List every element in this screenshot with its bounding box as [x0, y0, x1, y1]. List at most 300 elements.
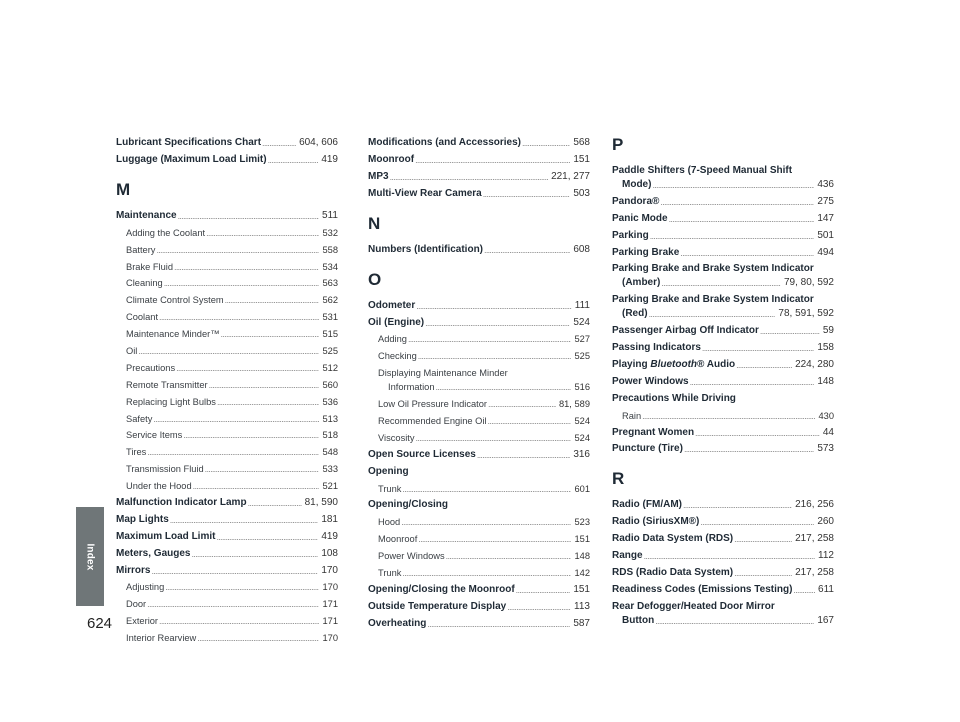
- leader-dots: [661, 276, 781, 290]
- page-reference[interactable]: 608: [573, 243, 590, 255]
- page-reference[interactable]: 260: [817, 516, 834, 528]
- page-reference[interactable]: 524: [574, 416, 590, 427]
- index-entry[interactable]: [612, 195, 834, 209]
- entry-line: [612, 442, 834, 456]
- entry-line: [126, 462, 338, 476]
- entry-label: Parking Brake and Brake System Indicator: [612, 294, 814, 306]
- page-reference[interactable]: 494: [817, 246, 834, 258]
- index-subentry[interactable]: [116, 631, 338, 645]
- entry-label: Malfunction Indicator Lamp: [116, 497, 247, 509]
- page-reference[interactable]: 142: [574, 568, 590, 579]
- entry-line-continued: [612, 276, 834, 290]
- index-entry[interactable]: [612, 246, 834, 260]
- entry-label: Replacing Light Bulbs: [126, 396, 216, 407]
- page-reference[interactable]: 516: [574, 382, 590, 393]
- index-entry[interactable]: [612, 549, 834, 563]
- entry-line: [378, 414, 590, 428]
- entry-line: [612, 549, 834, 563]
- leader-dots: [415, 153, 570, 167]
- page-reference[interactable]: 167: [817, 614, 834, 626]
- index-subentry[interactable]: [116, 412, 338, 426]
- entry-line: [368, 465, 590, 479]
- entry-label: Viscosity: [378, 432, 415, 443]
- entry-label-continued: Information: [388, 382, 435, 393]
- leader-dots: [401, 515, 571, 529]
- leader-dots: [165, 580, 319, 594]
- page-reference[interactable]: 531: [322, 312, 338, 323]
- entry-label: Parking: [612, 229, 649, 241]
- index-letter-heading: N: [368, 213, 381, 233]
- entry-line: [612, 195, 834, 209]
- entry-line: [126, 310, 338, 324]
- entry-line: [612, 426, 834, 440]
- index-subentry[interactable]: [368, 482, 590, 496]
- entry-line: [378, 515, 590, 529]
- entry-label: MP3: [368, 170, 389, 182]
- entry-label: Adding the Coolant: [126, 227, 206, 238]
- page-reference[interactable]: 501: [817, 229, 834, 241]
- entry-label: Precautions While Driving: [612, 392, 736, 404]
- page-reference[interactable]: 81, 589: [558, 399, 590, 410]
- page-reference[interactable]: 525: [322, 346, 338, 357]
- index-entry[interactable]: [368, 583, 590, 597]
- entry-label: RDS (Radio Data System): [612, 567, 734, 579]
- index-entry[interactable]: [612, 324, 834, 338]
- entry-line: [126, 412, 338, 426]
- index-entry[interactable]: [116, 564, 338, 578]
- index-subentry[interactable]: [368, 349, 590, 363]
- page-reference[interactable]: 81, 590: [304, 497, 338, 509]
- entry-line: [612, 324, 834, 338]
- page-reference[interactable]: 151: [573, 153, 590, 165]
- entry-line: [126, 327, 338, 341]
- index-subentry[interactable]: [368, 414, 590, 428]
- page-reference[interactable]: 181: [321, 513, 338, 525]
- index-entry[interactable]: [612, 498, 834, 512]
- entry-line: [126, 293, 338, 307]
- page-reference[interactable]: 562: [322, 295, 338, 306]
- page-reference[interactable]: 518: [322, 430, 338, 441]
- leader-dots: [408, 332, 572, 346]
- entry-label: Meters, Gauges: [116, 547, 191, 559]
- leader-dots: [159, 310, 319, 324]
- page-reference[interactable]: 170: [322, 582, 338, 593]
- leader-dots: [205, 462, 320, 476]
- index-entry[interactable]: [368, 136, 590, 150]
- entry-line: [116, 209, 338, 223]
- index-entry[interactable]: [368, 153, 590, 167]
- index-entry[interactable]: [368, 465, 590, 479]
- leader-dots: [734, 566, 792, 580]
- index-letter-heading: P: [612, 135, 624, 154]
- index-subentry[interactable]: [116, 428, 338, 442]
- index-subentry[interactable]: [116, 395, 338, 409]
- index-subentry[interactable]: [116, 462, 338, 476]
- leader-dots: [649, 307, 776, 321]
- entry-line: [116, 547, 338, 561]
- entry-label: Remote Transmitter: [126, 379, 208, 390]
- leader-dots: [147, 597, 319, 611]
- leader-dots: [483, 187, 571, 201]
- index-entry[interactable]: [368, 448, 590, 462]
- entry-line: [126, 260, 338, 274]
- page-reference[interactable]: 513: [322, 413, 338, 424]
- index-subentry[interactable]: [116, 310, 338, 324]
- index-subentry[interactable]: [368, 397, 590, 411]
- entry-line: [368, 498, 590, 512]
- entry-line: [378, 349, 590, 363]
- leader-dots: [700, 515, 814, 529]
- page-reference[interactable]: 112: [818, 550, 834, 562]
- index-entry[interactable]: [612, 566, 834, 580]
- entry-line: [378, 482, 590, 496]
- entry-line: [116, 564, 338, 578]
- index-subentry[interactable]: [116, 580, 338, 594]
- entry-label: Odometer: [368, 299, 416, 311]
- index-entry[interactable]: [116, 547, 338, 561]
- entry-line: [126, 243, 338, 257]
- entry-line: [612, 532, 834, 546]
- entry-label: Parking Brake: [612, 246, 680, 258]
- index-entry[interactable]: [116, 496, 338, 510]
- page-reference[interactable]: 419: [321, 530, 338, 542]
- leader-dots: [446, 549, 572, 563]
- page-reference[interactable]: 78, 591, 592: [778, 308, 834, 320]
- page-reference[interactable]: 611: [818, 583, 834, 595]
- index-subentry[interactable]: [368, 366, 590, 394]
- entry-label-continued: Button: [622, 614, 655, 626]
- index-subentry[interactable]: [116, 597, 338, 611]
- entry-line-continued: [612, 307, 834, 321]
- index-entry[interactable]: [612, 600, 834, 628]
- page-reference[interactable]: 533: [322, 464, 338, 475]
- entry-label: Recommended Engine Oil: [378, 416, 487, 427]
- index-subentry[interactable]: [116, 260, 338, 274]
- page-reference[interactable]: 523: [574, 517, 590, 528]
- entry-line: [126, 445, 338, 459]
- entry-label-continued: (Amber): [622, 277, 661, 289]
- index-entry[interactable]: [116, 153, 338, 167]
- page-reference[interactable]: 79, 80, 592: [783, 277, 834, 289]
- entry-label: Mirrors: [116, 564, 151, 576]
- page-reference[interactable]: 503: [573, 187, 590, 199]
- leader-dots: [650, 229, 815, 243]
- leader-dots: [402, 482, 571, 496]
- entry-line: [126, 344, 338, 358]
- entry-line: [126, 276, 338, 290]
- leader-dots: [191, 547, 318, 561]
- entry-label: Puncture (Tire): [612, 443, 683, 455]
- entry-line-continued: [378, 380, 590, 394]
- index-entry[interactable]: [612, 532, 834, 546]
- leader-dots: [516, 583, 571, 597]
- index-entry[interactable]: [368, 316, 590, 330]
- index-subentry[interactable]: [368, 566, 590, 580]
- entry-label: Hood: [378, 517, 401, 528]
- leader-dots: [436, 380, 572, 394]
- leader-dots: [793, 583, 815, 597]
- index-entry[interactable]: [612, 229, 834, 243]
- entry-label: Paddle Shifters (7-Speed Manual Shift: [612, 165, 793, 176]
- leader-dots: [262, 136, 296, 150]
- index-entry[interactable]: [612, 442, 834, 456]
- page-reference[interactable]: 548: [322, 447, 338, 458]
- entry-line: [126, 479, 338, 493]
- index-subentry[interactable]: [116, 445, 338, 459]
- leader-dots: [736, 358, 792, 372]
- entry-label: Safety: [126, 413, 153, 424]
- index-entry[interactable]: [116, 209, 338, 223]
- entry-label: Parking Brake and Brake System Indicator: [612, 263, 814, 275]
- index-entry[interactable]: [368, 600, 590, 614]
- entry-label: Interior Rearview: [126, 633, 197, 644]
- page-reference[interactable]: 430: [818, 410, 834, 421]
- entry-line: [368, 153, 590, 167]
- index-subentry[interactable]: [368, 532, 590, 546]
- page-reference[interactable]: 151: [573, 583, 590, 595]
- leader-dots: [690, 375, 815, 389]
- page-reference[interactable]: 44: [822, 426, 834, 438]
- entry-label: Door: [126, 599, 147, 610]
- page-reference[interactable]: 147: [817, 212, 834, 224]
- page-reference[interactable]: 534: [322, 261, 338, 272]
- leader-dots: [702, 341, 814, 355]
- page-reference[interactable]: 170: [322, 633, 338, 644]
- entry-line-continued: [612, 178, 834, 192]
- index-entry[interactable]: [612, 426, 834, 440]
- entry-label: Luggage (Maximum Load Limit): [116, 153, 267, 165]
- entry-label: Modifications (and Accessories): [368, 137, 521, 148]
- entry-line: [126, 361, 338, 375]
- index-entry[interactable]: [368, 243, 590, 257]
- entry-line: [116, 153, 338, 167]
- index-subentry[interactable]: [116, 378, 338, 392]
- leader-dots: [193, 479, 320, 493]
- entry-line: [368, 448, 590, 462]
- index-letter-heading: M: [116, 179, 131, 199]
- page-reference[interactable]: 536: [322, 396, 338, 407]
- leader-dots: [416, 431, 572, 445]
- entry-label: Opening: [368, 465, 409, 477]
- page-reference[interactable]: 515: [322, 329, 338, 340]
- entry-line: [368, 617, 590, 631]
- index-subentry[interactable]: [116, 361, 338, 375]
- index-entry[interactable]: [612, 358, 834, 372]
- page-reference[interactable]: 171: [322, 616, 338, 627]
- index-subentry[interactable]: [116, 243, 338, 257]
- entry-line: [612, 375, 834, 389]
- entry-label: Maintenance Minder™: [126, 329, 220, 340]
- leader-dots: [425, 316, 570, 330]
- index-subentry[interactable]: [612, 409, 834, 423]
- page-reference[interactable]: 511: [322, 209, 338, 221]
- index-entry[interactable]: [612, 262, 834, 290]
- entry-label: Pregnant Women: [612, 426, 695, 438]
- leader-dots: [390, 170, 549, 184]
- entry-label: Oil: [126, 346, 138, 357]
- entry-label: Service Items: [126, 430, 183, 441]
- leader-dots: [695, 426, 820, 440]
- leader-dots: [159, 614, 319, 628]
- leader-dots: [684, 442, 814, 456]
- entry-line: [612, 341, 834, 355]
- page-reference[interactable]: 111: [574, 299, 590, 311]
- index-subentry[interactable]: [116, 614, 338, 628]
- index-entry[interactable]: [368, 170, 590, 184]
- entry-label-continued: Mode): [622, 179, 652, 190]
- entry-line: [612, 229, 834, 243]
- index-entry[interactable]: [612, 293, 834, 321]
- entry-line: [612, 262, 834, 276]
- index-subentry[interactable]: [368, 549, 590, 563]
- leader-dots: [156, 243, 319, 257]
- leader-dots: [178, 209, 319, 223]
- page-reference[interactable]: 525: [574, 351, 590, 362]
- page-reference[interactable]: 512: [322, 362, 338, 373]
- entry-label: Open Source Licenses: [368, 448, 476, 460]
- entry-line: [378, 566, 590, 580]
- leader-dots: [151, 564, 318, 578]
- entry-line: [612, 358, 834, 372]
- index-entry[interactable]: [116, 136, 338, 150]
- page-reference[interactable]: 601: [574, 483, 590, 494]
- page-reference[interactable]: 560: [322, 379, 338, 390]
- entry-line: [116, 513, 338, 527]
- index-entry[interactable]: [368, 617, 590, 631]
- index-entry[interactable]: [612, 392, 834, 406]
- index-subentry[interactable]: [116, 479, 338, 493]
- index-subentry[interactable]: [368, 515, 590, 529]
- index-entry[interactable]: [612, 375, 834, 389]
- page-number: 624: [87, 615, 113, 632]
- entry-line: [126, 580, 338, 594]
- index-entry[interactable]: [612, 583, 834, 597]
- index-entry[interactable]: [116, 513, 338, 527]
- entry-line: [368, 583, 590, 597]
- entry-line: [368, 187, 590, 201]
- entry-label: Panic Mode: [612, 212, 668, 224]
- entry-line: [126, 428, 338, 442]
- entry-line: [622, 409, 834, 423]
- page-reference[interactable]: 113: [574, 600, 590, 612]
- page-reference[interactable]: 221, 277: [551, 170, 590, 182]
- index-entry[interactable]: [368, 299, 590, 313]
- entry-label-continued: (Red): [622, 308, 648, 320]
- page-reference[interactable]: 524: [574, 432, 590, 443]
- entry-label: Maintenance: [116, 209, 177, 221]
- page-reference[interactable]: 158: [817, 342, 834, 354]
- entry-label: Range: [612, 550, 643, 562]
- index-column-2: [368, 136, 590, 634]
- entry-label: Passing Indicators: [612, 342, 701, 354]
- page-reference[interactable]: 151: [574, 534, 590, 545]
- entry-line: [612, 164, 834, 178]
- leader-dots: [225, 293, 320, 307]
- page-reference[interactable]: 148: [574, 551, 590, 562]
- index-subentry[interactable]: [116, 293, 338, 307]
- page-reference[interactable]: 316: [573, 448, 590, 460]
- index-entry[interactable]: [612, 164, 834, 192]
- entry-label: Cleaning: [126, 278, 163, 289]
- page-reference[interactable]: 108: [321, 547, 338, 559]
- page-reference[interactable]: 563: [322, 278, 338, 289]
- index-entry[interactable]: [612, 341, 834, 355]
- leader-dots: [488, 397, 556, 411]
- page-reference[interactable]: 217, 258: [795, 533, 834, 545]
- entry-label: Precautions: [126, 362, 176, 373]
- entry-label: Battery: [126, 244, 156, 255]
- leader-dots: [248, 496, 302, 510]
- page-reference[interactable]: 573: [817, 443, 834, 455]
- index-subentry[interactable]: [368, 431, 590, 445]
- leader-dots: [644, 549, 815, 563]
- entry-line: [116, 496, 338, 510]
- page-reference[interactable]: 224, 280: [795, 359, 834, 371]
- entry-line: [378, 397, 590, 411]
- page-reference[interactable]: 532: [322, 227, 338, 238]
- index-subentry[interactable]: [116, 327, 338, 341]
- index-entry[interactable]: [612, 515, 834, 529]
- page-reference[interactable]: 436: [817, 179, 834, 190]
- entry-line: [378, 332, 590, 346]
- index-entry[interactable]: [368, 187, 590, 201]
- leader-dots: [683, 498, 792, 512]
- page-reference[interactable]: 275: [817, 195, 834, 207]
- page-reference[interactable]: 558: [322, 244, 338, 255]
- entry-line: [126, 395, 338, 409]
- entry-label: Overheating: [368, 617, 427, 629]
- leader-dots: [477, 448, 570, 462]
- index-subentry[interactable]: [116, 226, 338, 240]
- leader-dots: [176, 361, 319, 375]
- entry-label: Playing Bluetooth® Audio: [612, 359, 736, 371]
- entry-line: [368, 170, 590, 184]
- entry-label: Oil (Engine): [368, 316, 425, 328]
- page-reference[interactable]: 604, 606: [299, 137, 338, 148]
- entry-line: [116, 530, 338, 544]
- leader-dots: [268, 153, 319, 167]
- page-reference[interactable]: 419: [321, 153, 338, 165]
- leader-dots: [174, 260, 319, 274]
- page-reference[interactable]: 587: [573, 617, 590, 629]
- page-reference[interactable]: 170: [321, 564, 338, 576]
- index-entry[interactable]: [116, 530, 338, 544]
- page-reference[interactable]: 148: [817, 375, 834, 387]
- entry-line: [116, 136, 338, 150]
- page-reference[interactable]: 217, 258: [795, 567, 834, 579]
- leader-dots: [197, 631, 319, 645]
- leader-dots: [642, 409, 815, 423]
- entry-line: [612, 566, 834, 580]
- page-reference[interactable]: 59: [822, 325, 834, 337]
- index-subentry[interactable]: [368, 332, 590, 346]
- page-reference[interactable]: 568: [573, 137, 590, 148]
- entry-label: Moonroof: [368, 153, 415, 165]
- index-subentry[interactable]: [116, 344, 338, 358]
- entry-label: Exterior: [126, 616, 159, 627]
- index-entry[interactable]: [612, 212, 834, 226]
- page-reference[interactable]: 527: [574, 334, 590, 345]
- entry-line: [612, 498, 834, 512]
- entry-line: [368, 299, 590, 313]
- index-entry[interactable]: [368, 498, 590, 512]
- index-subentry[interactable]: [116, 276, 338, 290]
- page-reference[interactable]: 524: [573, 316, 590, 328]
- entry-label: Power Windows: [612, 375, 689, 387]
- page-reference[interactable]: 171: [322, 599, 338, 610]
- page-reference[interactable]: 216, 256: [795, 499, 834, 511]
- page-reference[interactable]: 521: [322, 481, 338, 492]
